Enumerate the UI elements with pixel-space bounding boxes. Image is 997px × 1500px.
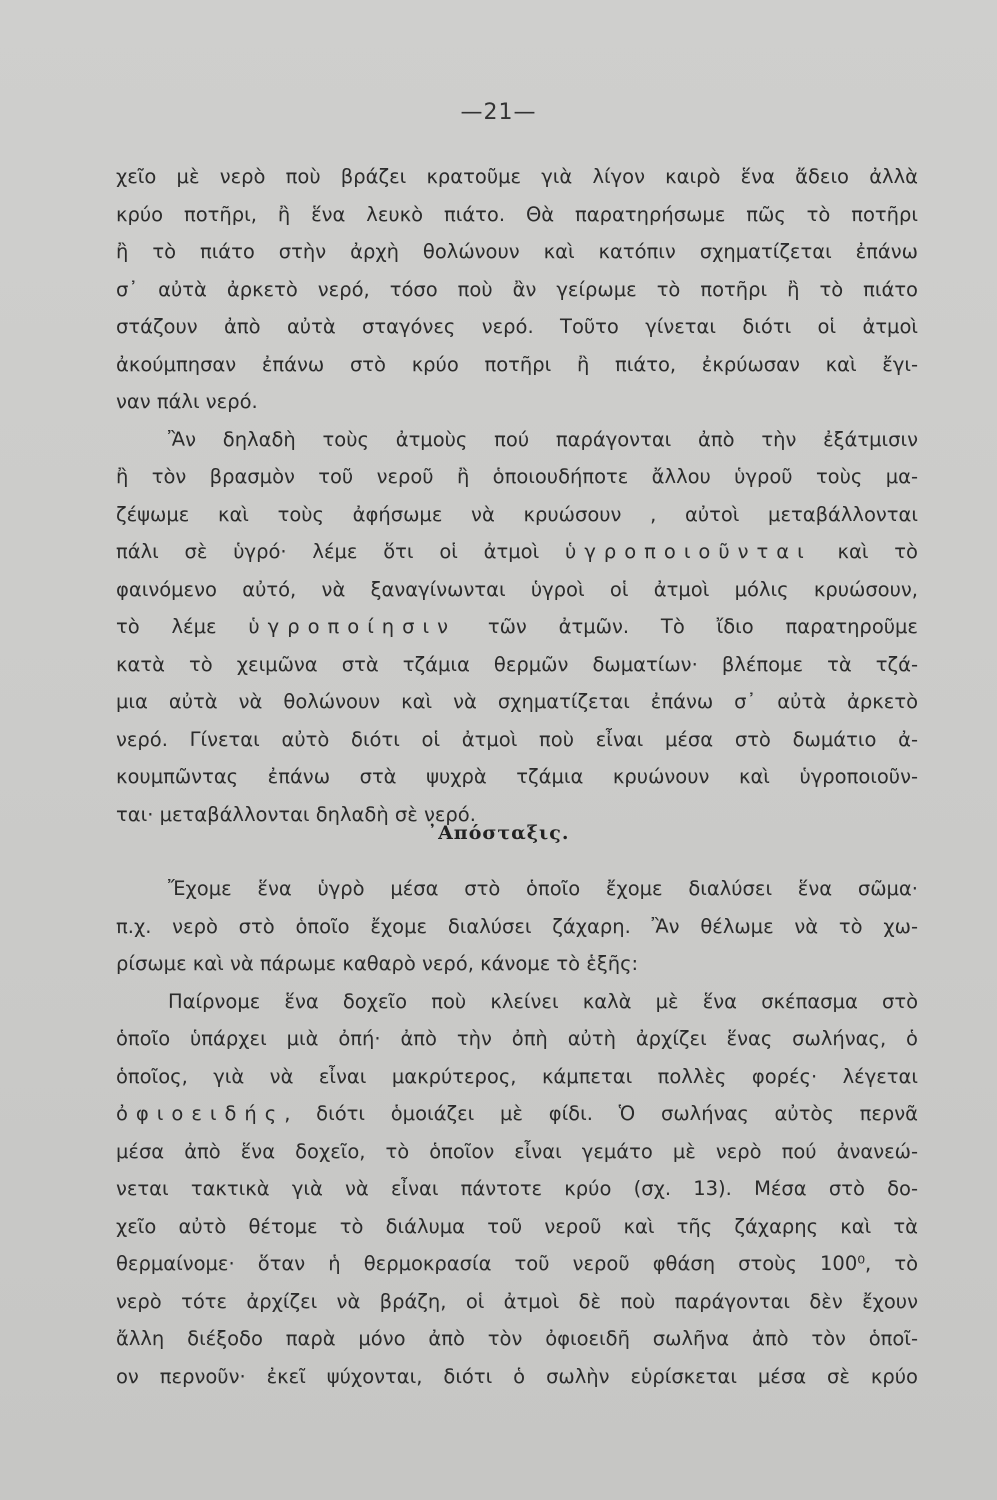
text-line: Ἂν δηλαδὴ τοὺς ἀτμοὺς πού παράγονται ἀπὸ τὴν ἐξάτμισιν	[168, 427, 918, 451]
text-line: κουμπῶντας ἐπάνω στὰ ψυχρὰ τζάμια κρυώνουν καὶ ὑγροποιοῦν-	[116, 765, 918, 788]
text-line: ἢ τὸν βρασμὸν τοῦ νεροῦ ἢ ὁποιουδήποτε ἄλλου ὑγροῦ τοὺς μα-	[116, 465, 918, 488]
text-line: κρύο ποτῆρι, ἢ ἕνα λευκὸ πιάτο. Θὰ παρατηρήσωμε πῶς τὸ ποτῆρι	[116, 202, 918, 226]
text-line	[116, 1095, 918, 1133]
text-line	[116, 533, 918, 571]
text-line: ὁποῖο ὑπάρχει μιὰ ὀπή· ἀπὸ τὴν ὀπὴ αὐτὴ ἀρχίζει ἕνας σωλήνας, ὁ	[116, 1027, 918, 1050]
text-line: μέσα ἀπὸ ἕνα δοχεῖο, τὸ ὁποῖον εἶναι γεμάτο μὲ νερὸ πού ἀνανεώ-	[116, 1139, 918, 1163]
text-line: ζέψωμε καὶ τοὺς ἀφήσωμε νὰ κρυώσουν , αὐτοὶ μεταβάλλονται	[116, 502, 918, 526]
text-line: κατὰ τὸ χειμῶνα στὰ τζάμια θερμῶν δωματίων· βλέπομε τὰ τζά-	[116, 652, 918, 676]
text-section-1	[116, 158, 918, 833]
text-line: φαινόμενο αὐτό, νὰ ξαναγίνωνται ὑγροὶ οἱ ἀτμοὶ μόλις κρυώσουν,	[116, 577, 918, 601]
text-line: σ᾽ αὐτὰ ἀρκετὸ νερό, τόσο ποὺ ἂν γείρωμε τὸ ποτῆρι ἢ τὸ πιάτο	[116, 277, 918, 301]
text-line: νερὸ τότε ἀρχίζει νὰ βράζη, οἱ ἀτμοὶ δὲ ποὺ παράγονται δὲν ἔχουν	[116, 1289, 918, 1313]
text-run: τὸ λέμε	[116, 615, 249, 638]
text-line	[116, 608, 918, 646]
text-run: πάλι σὲ ὑγρό· λέμε ὅτι οἱ ἀτμοὶ	[116, 540, 566, 563]
text-line: ναν πάλι νερό.	[116, 390, 258, 413]
emphasized-term: ὑγροποίησιν	[248, 615, 456, 638]
emphasized-term: ὀφιοειδής	[116, 1102, 285, 1125]
text-line: Παίρνομε ἕνα δοχεῖο ποὺ κλείνει καλὰ μὲ ἕνα σκέπασμα στὸ	[168, 989, 918, 1013]
text-line: ἄλλη διέξοδο παρὰ μόνο ἀπὸ τὸν ὀφιοειδῆ σωλῆνα ἀπὸ τὸν ὁποῖ-	[116, 1327, 918, 1350]
text-line: νεται τακτικὰ γιὰ νὰ εἶναι πάντοτε κρύο (σχ. 13). Μέσα στὸ δο-	[116, 1177, 918, 1200]
text-line: νερό. Γίνεται αὐτὸ διότι οἱ ἀτμοὶ ποὺ εἶναι μέσα στὸ δωμάτιο ἀ-	[116, 727, 918, 751]
text-line: στάζουν ἀπὸ αὐτὰ σταγόνες νερό. Τοῦτο γίνεται διότι οἱ ἀτμοὶ	[116, 315, 918, 338]
text-line: Ἔχομε ἕνα ὑγρὸ μέσα στὸ ὁποῖο ἔχομε διαλύσει ἕνα σῶμα·	[168, 877, 918, 900]
text-line: ἢ τὸ πιάτο στὴν ἀρχὴ θολώνουν καὶ κατόπιν σχηματίζεται ἐπάνω	[116, 240, 918, 263]
page-number: —21—	[460, 100, 537, 125]
text-line: ἀκούμπησαν ἐπάνω στὸ κρύο ποτῆρι ἢ πιάτο, ἐκρύωσαν καὶ ἔγι-	[116, 352, 918, 376]
text-line: χεῖο αὐτὸ θέτομε τὸ διάλυμα τοῦ νεροῦ καὶ τῆς ζάχαρης καὶ τὰ	[116, 1214, 918, 1238]
text-line: θερμαίνομε· ὅταν ἡ θερμοκρασία τοῦ νεροῦ φθάση στοὺς 100⁰, τὸ	[116, 1252, 918, 1275]
emphasized-term: ὑγροποιοῦνται	[565, 540, 812, 563]
text-line: ται· μεταβάλλονται δηλαδὴ σὲ νερό.	[116, 802, 476, 826]
text-line: π.χ. νερὸ στὸ ὁποῖο ἔχομε διαλύσει ζάχαρη. Ἂν θέλωμε νὰ τὸ χω-	[116, 914, 918, 938]
text-line: ον περνοῦν· ἐκεῖ ψύχονται, διότι ὁ σωλὴν εὑρίσκεται μέσα σὲ κρύο	[116, 1364, 918, 1388]
text-run: τῶν ἀτμῶν. Τὸ ἴδιο παρατηροῦμε	[456, 615, 918, 638]
text-line: ὁποῖος, γιὰ νὰ εἶναι μακρύτερος, κάμπεται πολλὲς φορές· λέγεται	[116, 1064, 918, 1088]
section-heading: ᾿Απόσταξις.	[427, 822, 570, 844]
text-run: καὶ τὸ	[811, 540, 918, 563]
text-line: ρίσωμε καὶ νὰ πάρωμε καθαρὸ νερό, κάνομε τὸ ἑξῆς:	[116, 952, 639, 975]
text-section-2	[116, 870, 918, 1395]
text-run: , διότι ὁμοιάζει μὲ φίδι. Ὁ σωλήνας αὐτὸς περνᾶ	[284, 1102, 918, 1125]
text-line: μια αὐτὰ νὰ θολώνουν καὶ νὰ σχηματίζεται ἐπάνω σ᾽ αὐτὰ ἀρκετὸ	[116, 690, 918, 713]
text-line: χεῖο μὲ νερὸ ποὺ βράζει κρατοῦμε γιὰ λίγον καιρὸ ἕνα ἄδειο ἀλλὰ	[116, 165, 918, 188]
